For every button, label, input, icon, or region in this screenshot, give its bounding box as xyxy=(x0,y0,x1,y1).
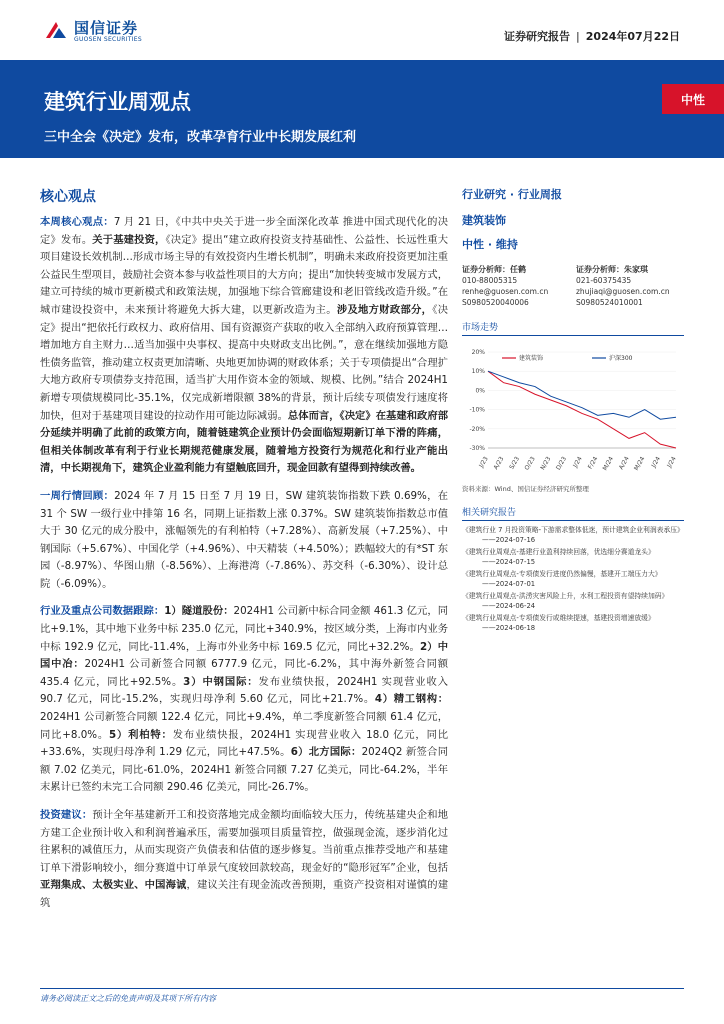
para-text: 2024 年 7 月 15 日至 7 月 19 日，SW 建筑装饰指数下跌 0.69%，在 31 个 SW 一级行业中排第 16 名，同期上证指数上涨 0.37%。SW 建筑装饰指数总市值大于 30 亿元的成分股中，涨幅领先的有利柏特（+7.28%）、高新发展（+7.25%）、中钢国际（+5.67%）、中国化学（+4.96%）、中天精装（+4.50%）；跌幅较大的有*ST 东园（-8.97%）、华图山鼎（-8.56%）、上海港湾（-7.86%）、苏交科（-6.30%）、设计总院（-6.09%）。 xyxy=(40,489,448,590)
x-tick-label: A/24 xyxy=(617,455,631,471)
related-report[interactable] xyxy=(462,591,684,611)
legend-label: 建筑装饰 xyxy=(519,355,544,362)
market-trend-chart xyxy=(462,340,684,482)
separator: | xyxy=(576,30,580,43)
x-tick-label: J/23 xyxy=(477,455,490,469)
core-views-section xyxy=(40,186,448,923)
x-tick-label: N/23 xyxy=(539,455,553,472)
x-tick-label: J/24 xyxy=(665,455,678,469)
y-tick-label: 0% xyxy=(475,387,485,395)
title-banner xyxy=(0,60,724,158)
para-text: 《决定》提出“把依托行政权力、政府信用、国有资源资产获取的收入全部纳入政府预算管理…增加地方自主财力…适当加强中央事权、提高中央财政支出比例。”，意在继续加强地方隐性债务监管，推动建立权责更加清晰、央地更加协调的财政体系；关于专项债提出“合理扩大地方政府专项债券支持范围，适当扩大用作资本金的领域、规模、比例。”结合 2024H1 新增专项债规模同比-35.1%，仅完成新增限额 38%的背景，预计后续专项债发行速度将加快，但对于基建项目建设的拉动作用可能边际减弱。 xyxy=(40,303,449,422)
analyst-title: 证券分析师：朱家琪 xyxy=(576,265,648,274)
x-tick-label: S/23 xyxy=(508,455,522,471)
y-tick-label: 20% xyxy=(471,349,485,356)
y-tick-label: 10% xyxy=(471,368,485,376)
report-meta xyxy=(504,28,680,44)
para-label: 一周行情回顾： xyxy=(40,489,115,502)
related-reports-list xyxy=(462,525,684,633)
analyst-email[interactable]: zhujiaqi@guosen.com.cn xyxy=(576,287,670,296)
market-trend-svg xyxy=(462,340,684,482)
report-title[interactable]: 《建筑行业 7 月投资策略-下游需求整体低迷，预计建筑企业利润表承压》 xyxy=(462,526,684,534)
related-report[interactable] xyxy=(462,569,684,589)
industry-rating: 中性 · 维持 xyxy=(462,238,518,251)
analyst-list xyxy=(462,264,684,308)
series-line-csi300 xyxy=(488,371,676,419)
x-tick-label: M/24 xyxy=(632,455,647,472)
para-bold: 3）中钢国际： xyxy=(183,675,259,688)
logo-cn: 国信证券 xyxy=(74,19,139,37)
industry-name: 建筑装饰 xyxy=(462,214,506,227)
para-bold: 2）中国中冶： xyxy=(40,640,449,671)
related-reports-heading: 相关研究报告 xyxy=(462,505,684,521)
chart-source: 资料来源：Wind、国信证券经济研究所整理 xyxy=(462,485,589,493)
page-subtitle: 三中全会《决定》发布，改革孕育行业中长期发展红利 xyxy=(44,130,357,145)
para-text: 2024H1 公司新中标合同金额 461.3 亿元，同比+9.1%，其中地下业务中标 235.0 亿元，同比+340.9%，按区域分类，上海市内业务中标 192.9 亿元，同比-11.4%，上海市外业务中标 169.5 亿元，同比+32.2%。 xyxy=(40,605,449,653)
core-heading: 核心观点 xyxy=(40,189,96,205)
report-date: ——2024-06-24 xyxy=(482,602,536,610)
report-title[interactable]: 《建筑行业周观点-洪涝灾害风险上升，水利工程投资有望持续加码》 xyxy=(462,592,669,600)
analyst-email[interactable]: renhe@guosen.com.cn xyxy=(462,287,549,296)
report-date: ——2024-07-01 xyxy=(482,580,536,588)
para-text: 2024H1 公司新签合同额 6777.9 亿元，同比-6.2%，其中海外新签合同额 435.4 亿元，同比+92.5%。 xyxy=(40,658,448,688)
para-bold: 5）利柏特： xyxy=(109,728,173,741)
x-tick-label: O/23 xyxy=(523,455,537,472)
para-bold: 总体而言，《决定》在基建和政府部分延续并明确了此前的政策方向，随着链建筑企业预计仍会面临短期新订单下滑的阵痛，但相关体制改革有利于行业长期规范健康发展，随着地方投资行为规范化和行业产能出清，中长期视角下，建筑企业盈利能力有望触底回升，现金回款有望得到持续改善。 xyxy=(40,409,448,475)
market-trend-heading: 市场走势 xyxy=(462,320,684,336)
company-data-tracking xyxy=(40,603,448,797)
footer-disclaimer: 请务必阅读正文之后的免责声明及其项下所有内容 xyxy=(40,988,684,1004)
x-tick-label: D/23 xyxy=(554,455,569,472)
para-bold: 亚翔集成、太极实业、中国海诚 xyxy=(40,879,187,892)
analyst-phone: 010-88005315 xyxy=(462,276,518,285)
report-category: 行业研究 · 行业周报 xyxy=(462,188,562,201)
para-bold: 1）隧道股份： xyxy=(164,605,234,618)
y-tick-label: -20% xyxy=(469,425,485,433)
x-tick-label: J/24 xyxy=(571,455,584,469)
para-bold: 涉及地方财政部分， xyxy=(336,303,433,316)
para-bold: 6）北方国际： xyxy=(290,746,362,759)
para-bold: 关于基建投资， xyxy=(92,233,166,246)
para-text: ，建议关注有现金流改善预期，重资产投资相对谨慎的建筑 xyxy=(40,879,449,909)
analyst-title: 证券分析师：任鹤 xyxy=(462,265,526,274)
analyst-phone: 021-60375435 xyxy=(576,276,632,285)
x-tick-label: J/24 xyxy=(650,455,663,469)
weekly-core-view xyxy=(40,214,448,478)
report-type: 证券研究报告 xyxy=(504,30,571,43)
rating-badge: 中性 xyxy=(662,84,724,114)
guosen-logo-icon xyxy=(44,20,68,44)
x-tick-label: A/23 xyxy=(492,455,506,471)
para-text: 《决定》提出“建立政府投资支持基础性、公益性、长远性重大项目建设长效机制…形成市场主导的有效投资内生增长机制”，明确未来政府投资更加注重公益民生型项目，鼓励社会资本参与收益性项目的大方向；提出“加快转变城市发展方式，建立可持续的城市更新模式和政策法规，加强地下综合管廊建设和老旧管线改造升级。”在城市建设投资中，未来预计将避免大拆大建，以更新改造为主。 xyxy=(40,233,449,316)
para-text: 预计全年基建新开工和投资落地完成金额均面临较大压力，传统基建央企和地方建工企业预计收入和利润普遍承压，需要加强项目质量管控，做强现金流，逐步消化过往累积的减值压力，从而实现资产负债表和估值的逐步修复。当前重点推荐受地产和基建订单下滑影响较小，细分赛道中订单景气度较回款较高，现金好的“隐形冠军”企业，包括 xyxy=(40,809,449,874)
para-text: 2024Q2 新签合同额 7.02 亿美元，同比-61.0%，2024H1 新签合同额 7.27 亿美元，同比-64.2%，半年末累计已签约未完工合同额 290.46 亿美元，同比-26.7%。 xyxy=(40,746,448,794)
report-date: ——2024-07-15 xyxy=(482,558,536,566)
para-label: 行业及重点公司数据跟踪： xyxy=(40,605,165,618)
para-text: 7 月 21 日，《中共中央关于进一步全面深化改革 推进中国式现代化的决定》发布。 xyxy=(40,216,448,246)
report-title[interactable]: 《建筑行业周观点-专项债发行进度仍然偏慢，基建开工端压力大》 xyxy=(462,570,662,578)
analyst-cert: S0980524010001 xyxy=(576,298,643,307)
para-text: 2024H1 公司新签合同额 122.4 亿元，同比+9.4%，单二季度新签合同额 61.4 亿元，同比+8.0%。 xyxy=(40,711,448,741)
weekly-market-review xyxy=(40,488,448,594)
legend-label: 沪深300 xyxy=(609,355,633,362)
x-tick-label: F/24 xyxy=(586,455,600,471)
report-date: ——2024-06-18 xyxy=(482,624,536,632)
page-title: 建筑行业周观点 xyxy=(44,90,191,114)
related-report[interactable] xyxy=(462,547,684,567)
para-text: 发布业绩快报，2024H1 实现营业收入 18.0 亿元，同比+33.6%，实现归母净利 1.29 亿元，同比+47.5%。 xyxy=(40,728,448,759)
x-tick-label: M/24 xyxy=(601,455,616,472)
sidebar xyxy=(462,186,684,635)
report-title[interactable]: 《建筑行业周观点-基建行业盈利持续回落，优选细分赛道龙头》 xyxy=(462,548,655,556)
report-date: ——2024-07-16 xyxy=(482,536,536,544)
para-text: 发布业绩快报，2024H1 实现营业收入 90.7 亿元，同比-15.2%，实现归母净利 5.60 亿元，同比+21.7%。 xyxy=(40,675,449,706)
related-report[interactable] xyxy=(462,525,684,545)
y-tick-label: -30% xyxy=(469,445,485,452)
analyst-card xyxy=(462,264,570,308)
para-label: 投资建议： xyxy=(40,809,93,821)
investment-advice xyxy=(40,807,448,913)
report-date: 2024年07月22日 xyxy=(585,30,680,43)
logo-en: GUOSEN SECURITIES xyxy=(74,36,143,43)
report-title[interactable]: 《建筑行业周观点-专项债发行或维续提速，基建投资增速放缓》 xyxy=(462,614,655,622)
top-bar xyxy=(0,0,724,60)
analyst-cert: S0980520040006 xyxy=(462,298,529,307)
y-tick-label: -10% xyxy=(469,406,485,414)
para-bold: 4）精工钢构： xyxy=(374,693,448,706)
guosen-logo xyxy=(44,20,142,44)
related-report[interactable] xyxy=(462,613,684,633)
para-label: 本周核心观点： xyxy=(40,216,114,228)
analyst-card xyxy=(576,264,684,308)
